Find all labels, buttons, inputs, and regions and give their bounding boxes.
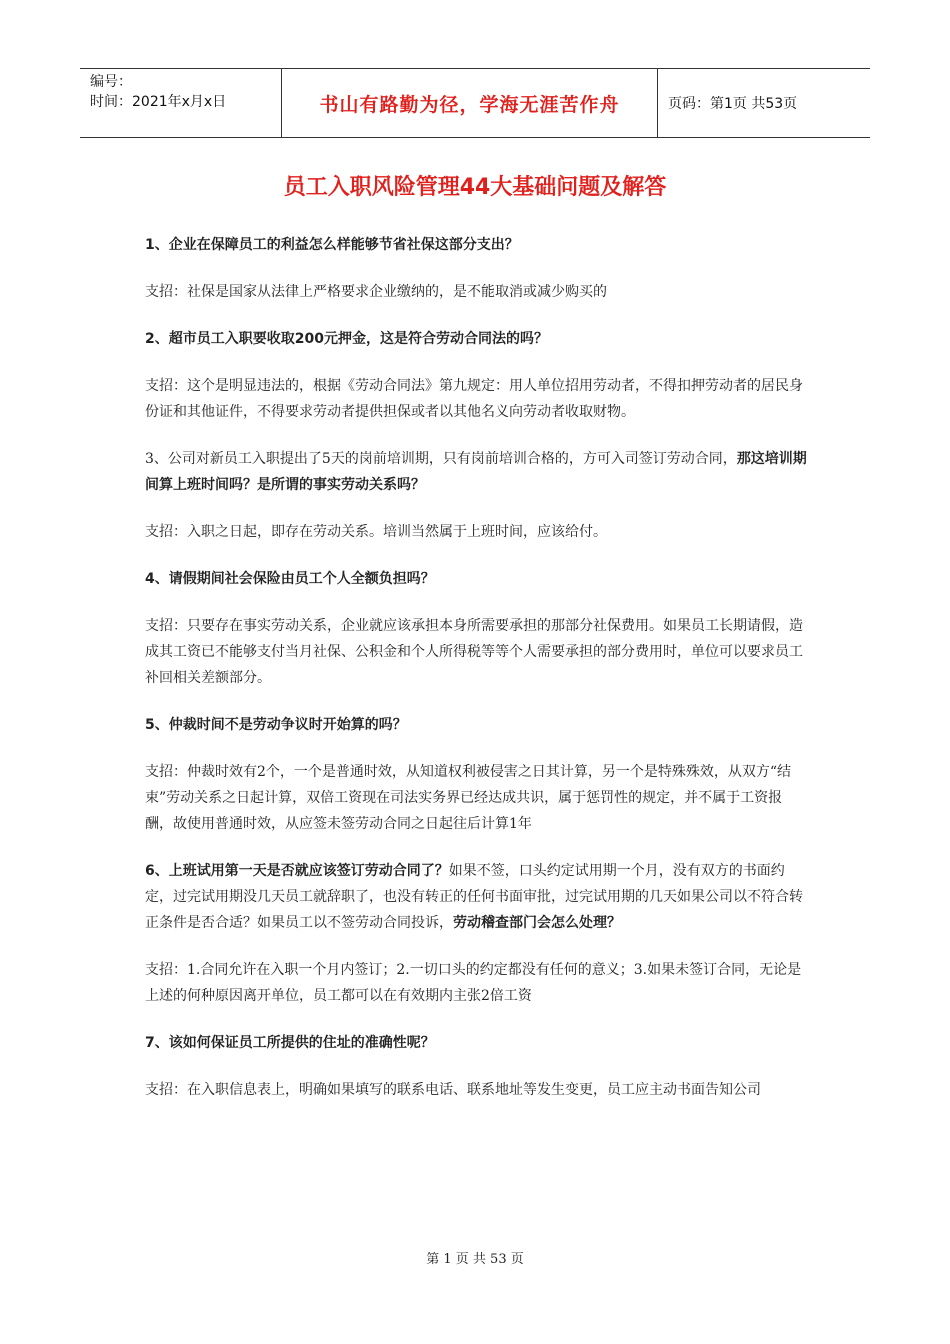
header-page-info: 页码：第1页 共53页 — [668, 96, 798, 112]
question-3 — [145, 446, 810, 498]
question-1: 1、企业在保障员工的利益怎么样能够节省社保这部分支出？ — [145, 237, 519, 253]
question-5: 5、仲裁时间不是劳动争议时开始算的吗？ — [145, 717, 407, 733]
header-meta — [80, 69, 282, 137]
question-6-text: 如果不签，口头约定试用期一个月，没有双方的书面约定，过完试用期没几天员工就辞职了，也没有转正的任何书面审批，过完试用期的几天如果公司以不符合转正条件是否合适？如果员工以不签劳动合同投诉， — [145, 863, 803, 931]
answer-3: 支招：入职之日起，即存在劳动关系。培训当然属于上班时间，应该给付。 — [145, 524, 607, 540]
qa-list — [145, 232, 810, 1103]
question-4: 4、请假期间社会保险由员工个人全额负担吗？ — [145, 571, 435, 587]
answer-2: 支招：这个是明显违法的，根据《劳动合同法》第九规定：用人单位招用劳动者，不得扣押劳动者的居民身份证和其他证件，不得要求劳动者提供担保或者以其他名义向劳动者收取财物。 — [145, 378, 803, 420]
question-6 — [145, 858, 810, 936]
answer-7: 支招：在入职信息表上，明确如果填写的联系电话、联系地址等发生变更，员工应主动书面告知公司 — [145, 1082, 761, 1098]
question-7: 7、该如何保证员工所提供的住址的准确性呢？ — [145, 1035, 435, 1051]
question-3-emphasis: 那这培训期间算上班时间吗？是所谓的事实劳动关系吗？ — [145, 451, 807, 493]
question-6-emphasis-end: 劳动稽查部门会怎么处理？ — [453, 915, 621, 931]
answer-5: 支招：仲裁时效有2个，一个是普通时效，从知道权利被侵害之日其计算，另一个是特殊殊效，从双方“结束”劳动关系之日起计算，双倍工资现在司法实务界已经达成共识，属于惩罚性的规定，并不属于工资报酬，故使用普通时效，从应签未签劳动合同之日起往后计算1年 — [145, 764, 792, 832]
doc-date: 时间：2021年x月x日 — [90, 94, 227, 110]
question-3-text: 3、公司对新员工入职提出了5天的岗前培训期，只有岗前培训合格的，方可入司签订劳动合同， — [145, 451, 737, 467]
answer-6: 支招：1.合同允许在入职一个月内签订；2.一切口头的约定都没有任何的意义；3.如果未签订合同，无论是上述的何种原因离开单位，员工都可以在有效期内主张2倍工资 — [145, 962, 802, 1004]
header-motto: 书山有路勤为径，学海无涯苦作舟 — [282, 69, 658, 137]
page-header — [80, 68, 870, 138]
page-footer: 第 1 页 共 53 页 — [426, 1252, 524, 1267]
question-6-emphasis: 6、上班试用第一天是否就应该签订劳动合同了？ — [145, 863, 449, 879]
answer-1: 支招：社保是国家从法律上严格要求企业缴纳的，是不能取消或减少购买的 — [145, 284, 607, 300]
answer-4: 支招：只要存在事实劳动关系，企业就应该承担本身所需要承担的那部分社保费用。如果员工长期请假，造成其工资已不能够支付当月社保、公积金和个人所得税等等个人需要承担的部分费用时，单位可以要求员工补回相关差额部分。 — [145, 618, 803, 686]
question-2: 2、超市员工入职要收取200元押金，这是符合劳动合同法的吗？ — [145, 331, 548, 347]
document-title: 员工入职风险管理44大基础问题及解答 — [283, 175, 667, 200]
doc-number-label: 编号： — [90, 74, 132, 90]
